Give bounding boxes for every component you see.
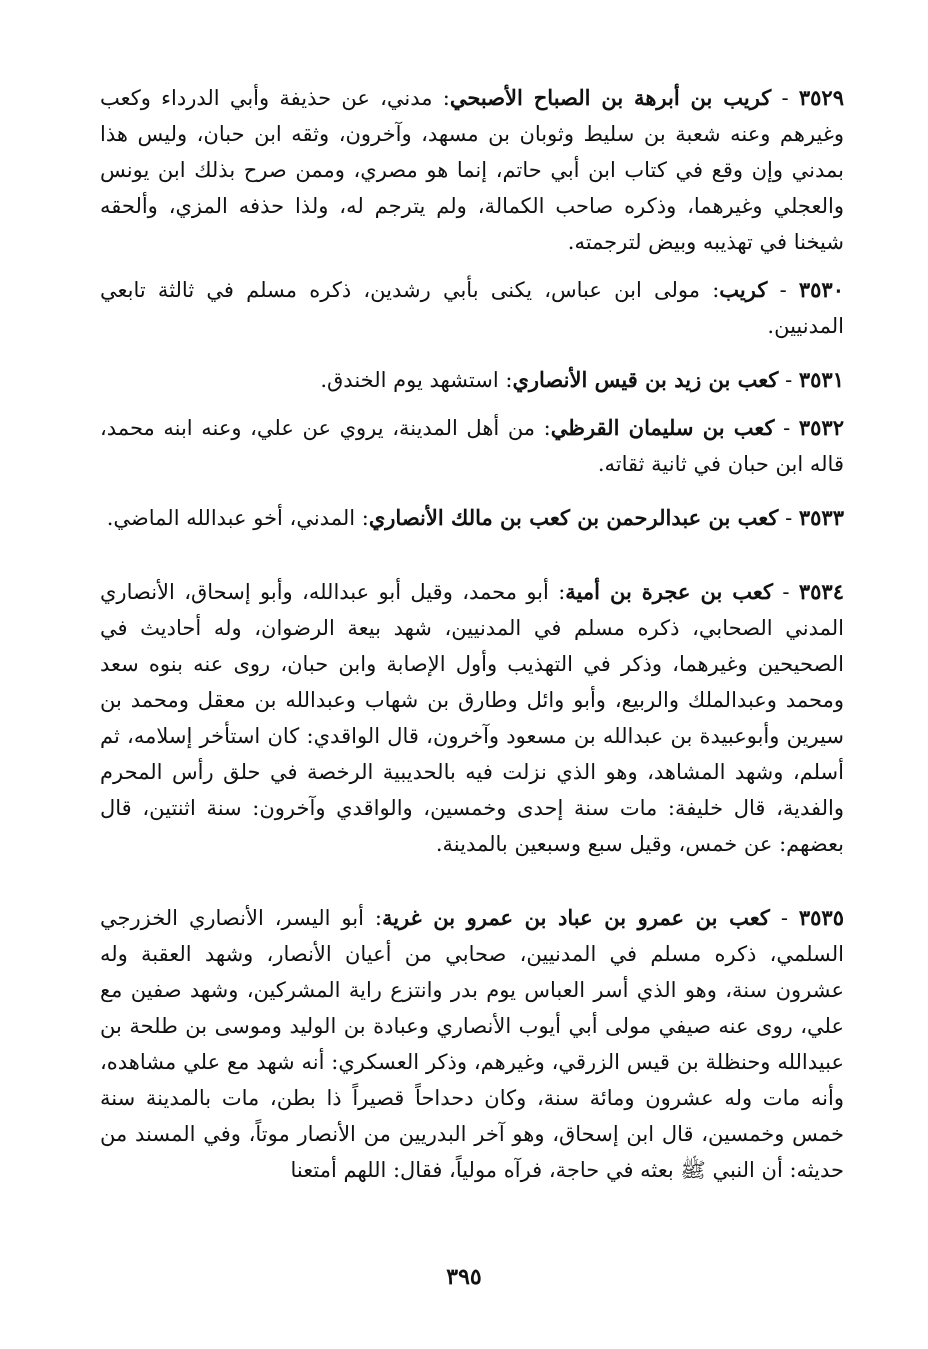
entry-name: كعب بن سليمان القرظي [550,415,775,440]
entry-3529 [100,80,844,260]
entry-number: ٣٥٣٤ [798,579,844,604]
entry-number: ٣٥٣٢ [798,415,844,440]
entry-text: : استشهد يوم الخندق. [320,368,513,392]
entry-number: ٣٥٢٩ [798,85,844,110]
entry-separator: - [774,416,799,440]
entry-text: : من أهل المدينة، يروي عن علي، وعنه ابنه محمد، قاله ابن حبان في ثانية ثقاته. [100,416,844,476]
entry-text: : أبو محمد، وقيل أبو عبدالله، وأبو إسحاق، الأنصاري المدني الصحابي، ذكره مسلم في المدنيين، شهد بيعة الرضوان، وله أحاديث في الصحيحين وغيرهما، وذكر في التهذيب وأول الإصابة وابن حبان، روى عنه بنوه سعد ومحمد وعبدالملك والربيع، وأبو وائل وطارق بن شهاب وعبدالله بن معقل ومحمد بن سيرين وأبوعبيدة بن عبدالله بن مسعود وآخرون، قال الواقدي: كان استأخر إسلامه، ثم أسلم، وشهد المشاهد، وهو الذي نزلت فيه بالحديبية الرخصة في حلق رأس المحرم والفدية، قال خليفة: مات سنة إحدى وخمسين، والواقدي وآخرون: سنة اثنتين، قال بعضهم: عن خمس، وقيل سبع وسبعين بالمدينة. [100,580,844,856]
entry-number: ٣٥٣١ [798,367,844,392]
entry-number: ٣٥٣٥ [798,905,844,930]
entry-text: : المدني، أخو عبدالله الماضي. [106,506,369,530]
entry-text: : مدني، عن حذيفة وأبي الدرداء وكعب وغيرهم وعنه شعبة بن سليط وثوبان بن مسهد، وآخرون، وثقه ابن حبان، وليس هذا بمدني وإن وقع في كتاب ابن أبي حاتم، إنما هو مصري، وممن صرح بذلك ابن يونس والعجلي وغيرهما، وذكره صاحب الكمالة، ولم يترجم له، ولذا حذفه المزي، وألحقه شيخنا في تهذيبه وبيض لترجمته. [100,86,844,254]
entry-3532 [100,410,844,482]
page-number: ٣٩٥ [446,1264,482,1290]
page-body [100,80,844,1188]
entry-number: ٣٥٣٠ [798,277,844,302]
entry-separator: - [767,278,799,302]
entry-number: ٣٥٣٣ [798,505,844,530]
entry-name: كعب بن عجرة بن أمية [565,579,774,604]
entry-separator: - [778,506,799,530]
entry-separator: - [771,86,799,110]
entry-text: : أبو اليسر، الأنصاري الخزرجي السلمي، ذكره مسلم في المدنيين، صحابي من أعيان الأنصار، وشهد العقبة وله عشرون سنة، وهو الذي أسر العباس يوم بدر وانتزع راية المشركين، وشهد صفين مع علي، روى عنه صيفي مولى أبي أيوب الأنصاري وعبادة بن الوليد وموسى بن طلحة بن عبيدالله وحنظلة بن قيس الزرقي، وغيرهم، وذكر العسكري: أنه شهد مع علي مشاهده، وأنه مات وله عشرون ومائة سنة، وكان دحداحاً قصيراً ذا بطن، مات بالمدينة سنة خمس وخمسين، قال ابن إسحاق، وهو آخر البدريين من الأنصار موتاً، وفي المسند من حديثه: أن النبي ﷺ بعثه في حاجة، فرآه مولياً، فقال: اللهم أمتعنا [100,906,844,1182]
entry-name: كعب بن عمرو بن عباد بن عمرو بن غرية [381,905,770,930]
entry-3534 [100,574,844,862]
entry-separator: - [773,580,799,604]
entry-3535 [100,900,844,1188]
entry-3531 [100,362,844,398]
entry-3530 [100,272,844,344]
entry-name: كريب [719,277,768,302]
entry-name: كريب بن أبرهة بن الصباح الأصبحي [449,85,772,110]
entry-separator: - [769,906,799,930]
entry-separator: - [778,368,799,392]
entry-name: كعب بن عبدالرحمن بن كعب بن مالك الأنصاري [368,505,779,530]
entry-name: كعب بن زيد بن قيس الأنصاري [512,367,779,392]
entry-3533 [100,500,844,536]
entry-text: : مولى ابن عباس، يكنى بأبي رشدين، ذكره مسلم في ثالثة تابعي المدنيين. [100,278,844,338]
